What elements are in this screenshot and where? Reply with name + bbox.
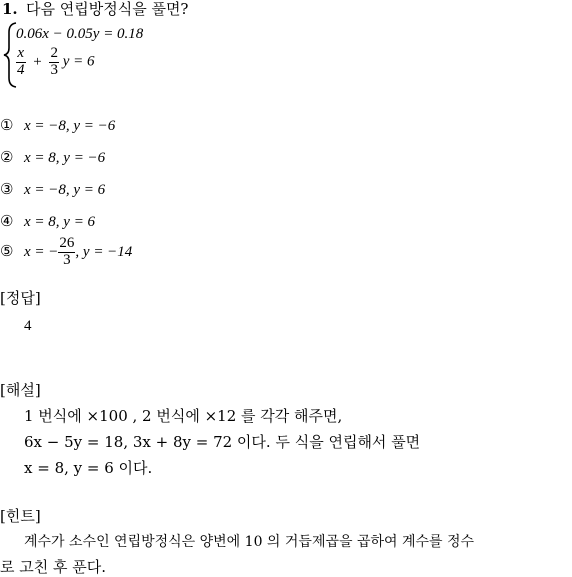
hint-line-2: 로 고친 후 푼다. (0, 558, 107, 576)
equation-2-fraction-2-over-3: $\frac{2}{3}$ (50, 45, 58, 78)
equation-2: $\frac{x}{4}$ + $\frac{2}{3}$ y = 6 (17, 45, 95, 78)
equation-1: 0.06x − 0.05y = 0.18 (16, 26, 144, 42)
question-number: 1. (2, 0, 18, 18)
explanation-line-3: x = 8, y = 6 이다. (24, 459, 153, 477)
answer-value: 4 (24, 318, 32, 334)
answer-heading: [정답] (0, 289, 41, 307)
hint-heading: [힌트] (0, 507, 41, 525)
choice-2: ② x = 8, y = −6 (0, 150, 106, 166)
question-prompt: 다음 연립방정식을 풀면? (26, 0, 189, 18)
hint-line-1: 계수가 소수인 연립방정식은 양변에 10 의 거듭제곱을 곱하여 계수를 정수 (24, 534, 475, 550)
choice-3: ③ x = −8, y = 6 (0, 182, 106, 198)
explanation-line-2: 6x − 5y = 18, 3x + 8y = 72 이다. 두 식을 연립해서 풀면 (24, 433, 421, 451)
explanation-line-1: 1 번식에 ×100 , 2 번식에 ×12 를 각각 해주면, (24, 407, 343, 425)
explanation-heading: [해설] (0, 381, 41, 399)
choice-5: ⑤ x = − $\frac{26}{3}$ , y = −14 (0, 235, 133, 268)
choice-1: ① x = −8, y = −6 (0, 118, 116, 134)
choice-4: ④ x = 8, y = 6 (0, 214, 96, 230)
choice-5-fraction: $\frac{26}{3}$ (59, 235, 75, 268)
equation-2-fraction-x-over-4: $\frac{x}{4}$ (17, 45, 25, 78)
